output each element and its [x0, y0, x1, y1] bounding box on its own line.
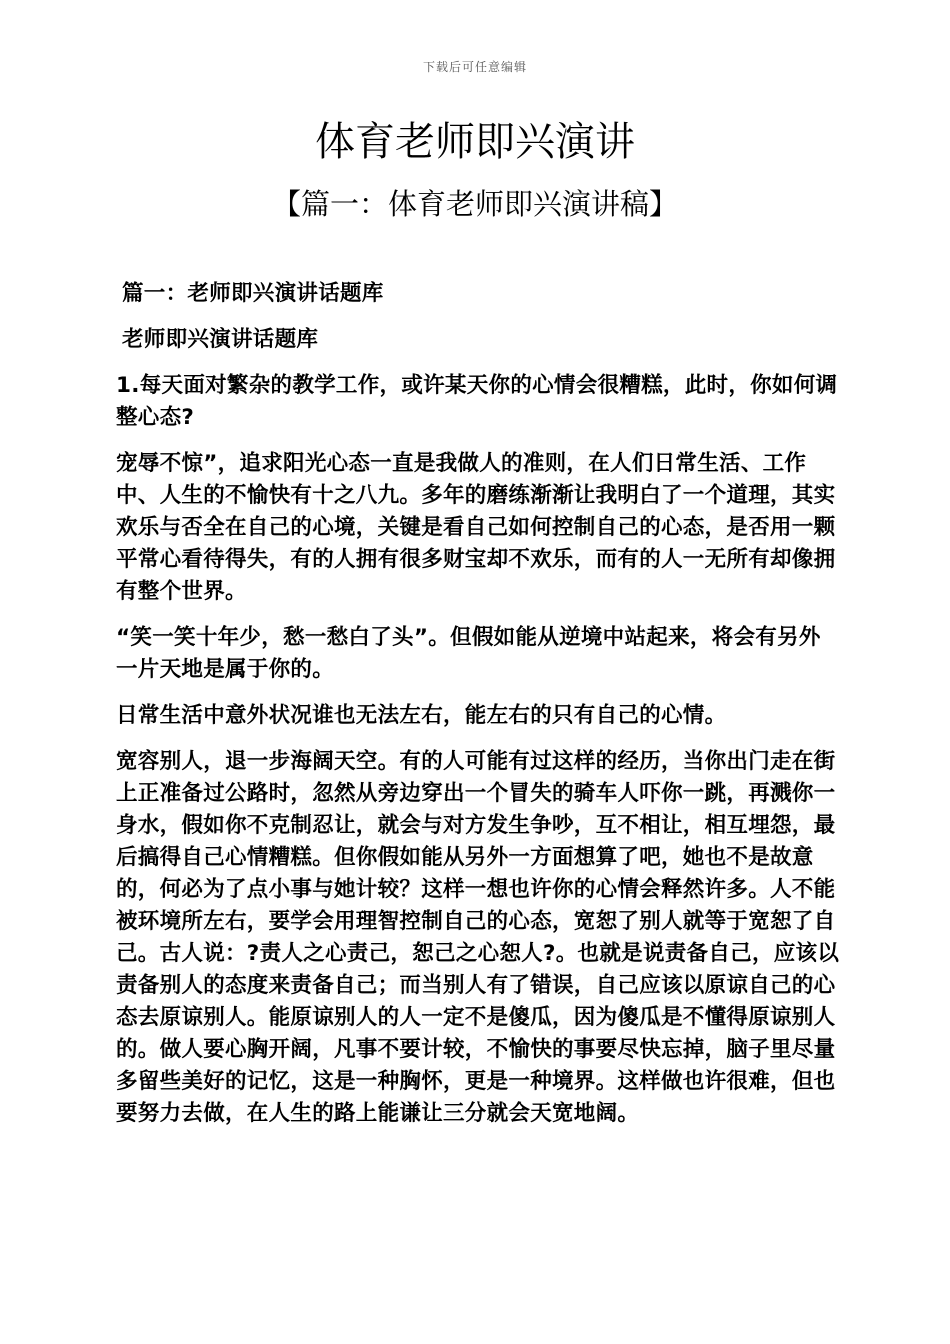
question-paragraph: 1.每天面对繁杂的教学工作，或许某天你的心情会很糟糕，此时，你如何调整心态? — [116, 373, 838, 430]
section-heading: 篇一：老师即兴演讲话题库 — [122, 281, 384, 306]
document-subtitle: 【篇一：体育老师即兴演讲稿】 — [271, 187, 678, 221]
body-paragraph: 宠辱不惊”，追求阳光心态一直是我做人的准则，在人们日常生活、工作中、人生的不愉快有十之八九。多年的磨练渐渐让我明白了一个道理，其实欢乐与否全在自己的心境，关键是看自己如何控制自己的心态，是否用一颗平常心看待得失，有的人拥有很多财宝却不欢乐，而有的人一无所有却像拥有整个世界。 — [116, 451, 836, 604]
body-paragraph: 宽容别人，退一步海阔天空。有的人可能有过这样的经历，当你出门走在街上正准备过公路时，忽然从旁边穿出一个冒失的骑车人吓你一跳，再溅你一身水，假如你不克制忍让，就会与对方发生争吵，互不相让，相互埋怨，最后搞得自己心情糟糕。但你假如能从另外一方面想算了吧，她也不是故意的，何必为了点小事与她计较？这样一想也许你的心情会释然许多。人不能被环境所左右，要学会用理智控制自己的心态，宽恕了别人就等于宽恕了自己。古人说：?责人之心责己，恕己之心恕人?。也就是说责备自己，应该以责备别人的态度来责备自己；而当别人有了错误，自己应该以原谅自己的心态去原谅别人。能原谅别人的人一定不是傻瓜，因为傻瓜是不懂得原谅别人的。做人要心胸开阔，凡事不要计较，不愉快的事要尽快忘掉，脑子里尽量多留些美好的记忆，这是一种胸怀，更是一种境界。这样做也许很难，但也要努力去做，在人生的路上能谦让三分就会天宽地阔。 — [116, 749, 840, 1126]
header-note: 下载后可任意编辑 — [422, 60, 527, 74]
document-title: 体育老师即兴演讲 — [315, 119, 635, 165]
body-paragraph: 日常生活中意外状况谁也无法左右，能左右的只有自己的心情。 — [116, 703, 727, 728]
section-subheading: 老师即兴演讲话题库 — [122, 327, 319, 352]
document-body — [116, 278, 840, 1144]
body-paragraph: “笑一笑十年少，愁一愁白了头”。但假如能从逆境中站起来，将会有另外一片天地是属于你的。 — [116, 625, 821, 682]
